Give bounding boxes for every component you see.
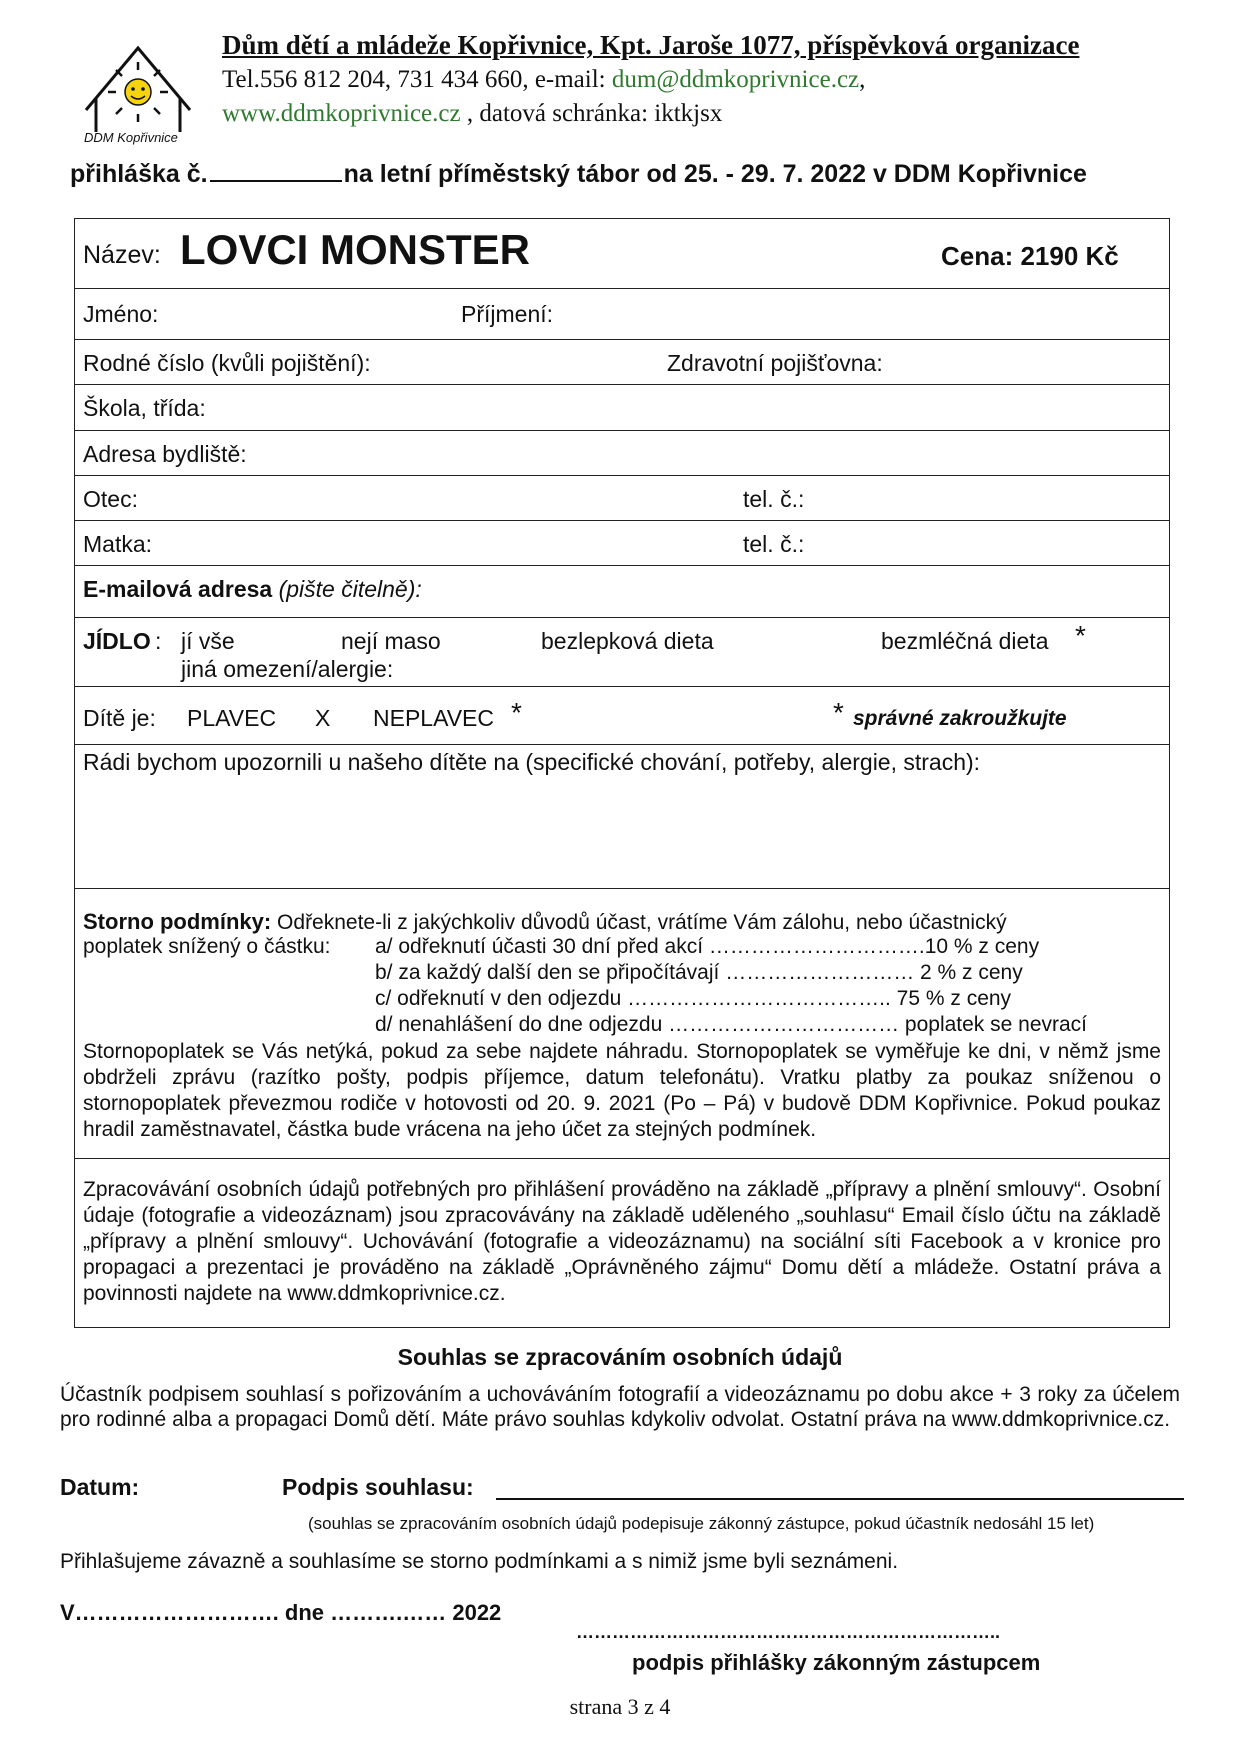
row-address [75, 431, 1169, 476]
storno-intro [83, 909, 1007, 935]
father-phone-label[interactable]: tel. č.: [743, 486, 805, 512]
circle-correct-note: správné zakroužkujte [853, 707, 1067, 730]
guardian-signature-dots[interactable]: …………………………………………………………….. [576, 1622, 1001, 1642]
binding-statement: Přihlašujeme závazně a souhlasíme se storno podmínkami a s nimiž jsme byli seznámeni. [60, 1550, 899, 1573]
last-name-label[interactable]: Příjmení: [461, 301, 554, 327]
insurance-label[interactable]: Zdravotní pojišťovna: [667, 350, 883, 376]
organization-name: Dům dětí a mládeže Kopřivnice, Kpt. Jaroše 1077, příspěvková organizace [222, 30, 1080, 60]
row-father [75, 476, 1169, 521]
storno-item-d: d/ nenahlášení do dne odjezdu …………………………… poplatek se nevrací [375, 1013, 1088, 1036]
price: Cena: 2190 Kč [941, 241, 1119, 271]
storno-section [75, 889, 1169, 1159]
email-label-text: E-mailová adresa [83, 576, 273, 602]
signature-label: Podpis souhlasu: [282, 1474, 474, 1500]
gdpr-section [75, 1159, 1169, 1329]
row-mother [75, 521, 1169, 566]
non-swimmer-option[interactable]: NEPLAVEC [373, 705, 495, 731]
mother-phone-label[interactable]: tel. č.: [743, 531, 805, 557]
separator-x: X [315, 705, 331, 731]
consent-text: Účastník podpisem souhlasí s pořizováním a uchováváním fotografií a videozáznamu po dobu akce + 3 roky za účelem pro rodinné alba a propagaci Domů dětí. Máte právo souhlas kdykoliv odvolat. Ostatní práva na www.ddmkoprivnice.cz. [60, 1383, 1180, 1431]
row-birth [75, 340, 1169, 385]
mother-label[interactable]: Matka: [83, 531, 153, 557]
signature-line[interactable] [496, 1498, 1184, 1500]
storno-reduced-label: poplatek snížený o částku: [83, 935, 331, 958]
swimmer-option[interactable]: PLAVEC [187, 705, 277, 731]
date-label[interactable]: Datum: [60, 1474, 140, 1500]
food-option-no-meat[interactable]: nejí maso [341, 628, 441, 654]
father-label[interactable]: Otec: [83, 486, 138, 512]
child-is-label: Dítě je: [83, 705, 156, 731]
contact-line [222, 66, 865, 94]
storno-intro-text: Odřeknete-li z jakýchkoliv důvodů účast, vrátíme Vám zálohu, nebo účastnický [271, 911, 1007, 934]
application-number-blank[interactable] [210, 158, 342, 182]
ddm-logo [78, 40, 198, 150]
first-name-label[interactable]: Jméno: [83, 301, 159, 327]
title-text: na letní příměstský tábor od 25. - 29. 7. 2022 v DDM Kopřivnice [343, 160, 1087, 188]
web-link[interactable]: www.ddmkoprivnice.cz [222, 100, 461, 127]
row-names [75, 289, 1169, 340]
gdpr-text: Zpracovávání osobních údajů potřebných pro přihlášení prováděno na základě „přípravy a plnění smlouvy“. Osobní údaje (fotografie a videozáznam) jsou zpracovávány na základě uděleného „souhlasu“ Email číslo účtu na základě „přípravy a plnění smlouvy“. Uchovávání (fotografie a videozáznamu) na sociální síti Facebook a v kronice pro propagaci a prezentaci je prováděno na základě „Oprávněného zájmu“ Domu dětí a mládeže. Ostatní práva a povinnosti najdete na www.ddmkoprivnice.cz. [83, 1178, 1161, 1305]
place-date-line[interactable]: V………………………. dne ……….…… 2022 [60, 1600, 502, 1625]
consent-heading: Souhlas se zpracováním osobních údajů [397, 1344, 843, 1370]
email-field-label[interactable] [83, 576, 422, 603]
logo-text: DDM Kopřivnice [84, 130, 178, 145]
phone-text: Tel.556 812 204, 731 434 660, e-mail: [222, 66, 612, 93]
food-option-all[interactable]: jí vše [181, 628, 235, 654]
other-restrictions-label[interactable]: jiná omezení/alergie: [181, 656, 394, 682]
row-food [75, 618, 1169, 687]
email-link[interactable]: dum@ddmkoprivnice.cz [611, 66, 860, 93]
storno-label: Storno podmínky: [83, 909, 272, 934]
birth-number-label[interactable]: Rodné číslo (kvůli pojištění): [83, 350, 371, 376]
row-swimmer [75, 687, 1169, 745]
row-notes [75, 745, 1169, 889]
application-form [74, 218, 1170, 1328]
food-label: JÍDLO [83, 628, 151, 654]
page-number: strana 3 z 4 [569, 1694, 671, 1719]
web-line [222, 100, 722, 128]
name-label: Název: [83, 241, 161, 269]
swimmer-asterisk: * [511, 697, 522, 728]
row-name [75, 219, 1169, 289]
address-label[interactable]: Adresa bydliště: [83, 441, 247, 467]
row-school [75, 385, 1169, 431]
row-email [75, 566, 1169, 618]
form-title [70, 158, 1087, 189]
food-colon: : [155, 628, 162, 654]
camp-name: LOVCI MONSTER [180, 226, 531, 273]
storno-text: Stornopoplatek se Vás netýká, pokud za sebe najdete náhradu. Stornopoplatek se vyměřuje ke dni, v němž jsme obdrželi zprávu (razítko pošty, podpis příjemce, datum telefonátu). Vratku platby za poukaz sníženou o stornopoplatek převezmou rodiče v hotovosti od 20. 9. 2021 (Po – Pá) v budově DDM Kopřivnice. Pokud poukaz hradil zaměstnavatel, částka bude vrácena na jeho účet za stejných podmínek. [83, 1040, 1161, 1141]
school-label[interactable]: Škola, třída: [83, 395, 206, 421]
signature-note: (souhlas se zpracováním osobních údajů podepisuje zákonný zástupce, pokud účastník nedosáhl 15 let) [308, 1514, 1095, 1533]
food-option-lactose-free[interactable]: bezmléčná dieta [881, 628, 1049, 654]
databox-text: , datová schránka: iktkjsx [460, 100, 723, 127]
notes-label[interactable]: Rádi bychom upozornili u našeho dítěte na (specifické chování, potřeby, alergie, strach): [83, 749, 981, 775]
food-option-gluten-free[interactable]: bezlepková dieta [541, 628, 714, 654]
storno-item-c: c/ odřeknutí v den odjezdu ……………………………….. 75 % z ceny [375, 987, 1012, 1010]
food-asterisk: * [1075, 620, 1086, 651]
guardian-signature-label: podpis přihlášky zákonným zástupcem [632, 1650, 1041, 1675]
storno-item-a: a/ odřeknutí účasti 30 dní před akcí ………………………….10 % z ceny [375, 935, 1040, 958]
note-asterisk: * [833, 697, 844, 728]
title-prefix: přihláška č. [70, 160, 208, 188]
storno-item-b: b/ za každý další den se připočítávají ……………………… 2 % z ceny [375, 961, 1023, 984]
email-hint: (pište čitelně): [272, 576, 422, 602]
email-suffix: , [859, 66, 866, 93]
